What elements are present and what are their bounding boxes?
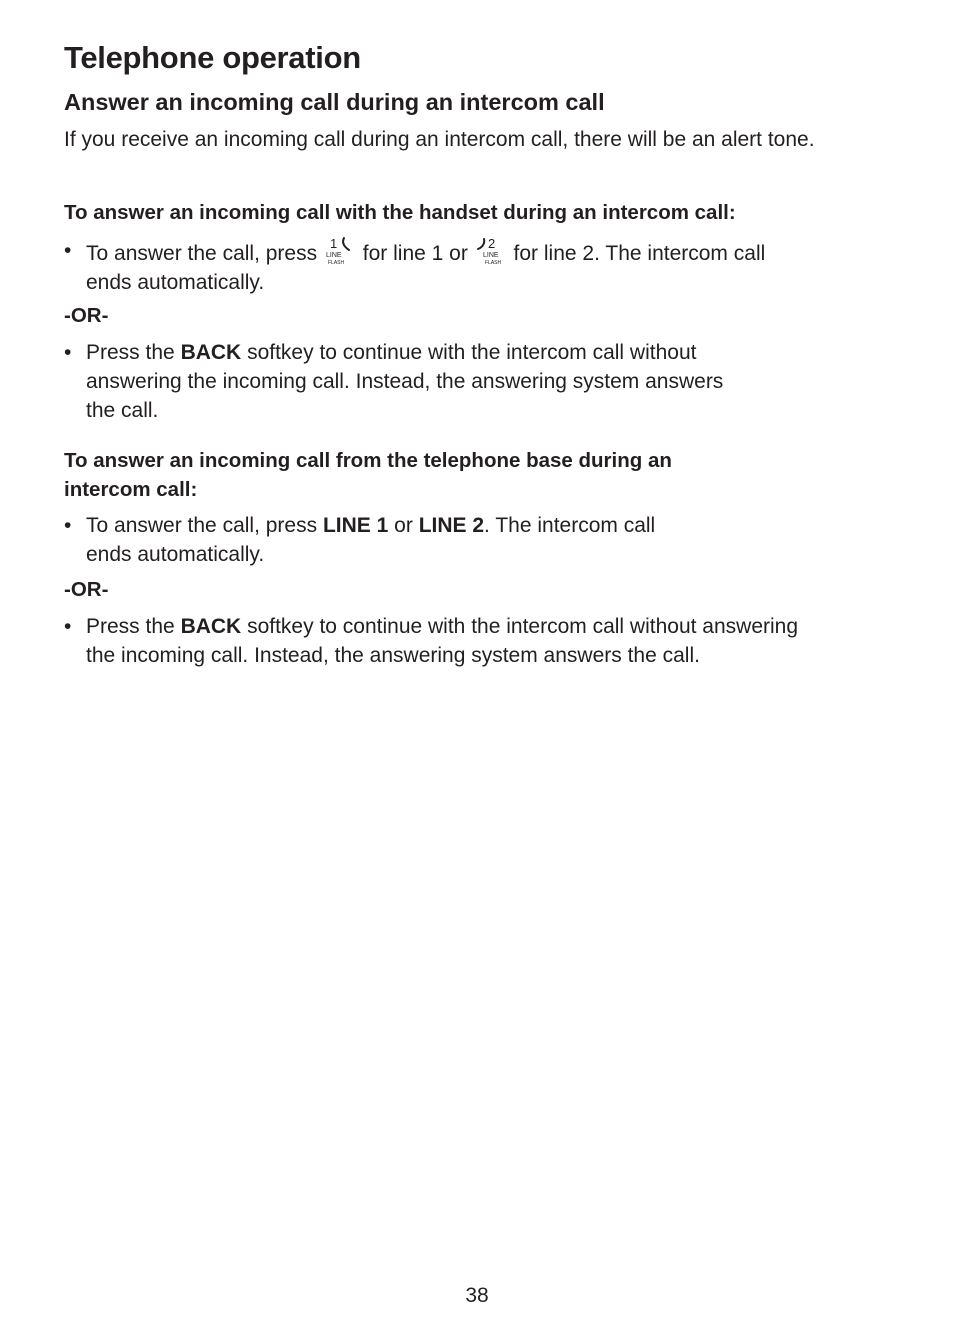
base-bullet-2-text-c: the incoming call. Instead, the answering system answers the call.	[86, 644, 700, 667]
or-separator: -OR-	[64, 304, 109, 327]
intro-paragraph: If you receive an incoming call during an intercom call, there will be an alert tone.	[64, 128, 815, 151]
page-title: Telephone operation	[64, 40, 361, 75]
base-bullet-1-text-a: To answer the call, press	[86, 514, 318, 537]
base-heading-line-1: To answer an incoming call from the telephone base during an	[64, 449, 672, 472]
handset-bullet-1-text-d: ends automatically.	[86, 271, 265, 294]
line1-key-number: 1	[329, 236, 338, 251]
back-softkey-label: BACK	[180, 341, 242, 364]
base-bullet-2-text-b: softkey to continue with the intercom call without answering	[247, 615, 799, 638]
base-bullet-1-text-b: or	[394, 514, 413, 537]
handset-heading: To answer an incoming call with the handset during an intercom call:	[64, 201, 736, 224]
line2-key-number: 2	[487, 236, 495, 251]
base-bullet-1	[64, 511, 864, 569]
bullet-dot: •	[64, 239, 72, 262]
handset-bullet-2-text-b: softkey to continue with the intercom call without	[247, 341, 697, 364]
back-softkey-label: BACK	[180, 615, 242, 638]
base-bullet-1-text-d: ends automatically.	[86, 543, 265, 566]
bullet-dot: •	[64, 341, 72, 364]
line1-flash-key-icon	[325, 236, 355, 266]
or-separator: -OR-	[64, 578, 109, 601]
bullet-dot: •	[64, 615, 72, 638]
line2-key-label-bottom: FLASH	[484, 260, 501, 266]
line2-flash-key-icon	[476, 236, 506, 266]
base-heading-line-2: intercom call:	[64, 478, 198, 501]
line1-key-label-bottom: FLASH	[327, 260, 345, 266]
handset-bullet-2-text-d: the call.	[86, 399, 159, 422]
line1-key-label-top: LINE	[325, 252, 342, 259]
base-bullet-2	[64, 612, 864, 670]
line-2-key-label: LINE 2	[418, 514, 485, 537]
line-1-key-label: LINE 1	[322, 514, 389, 537]
handset-bullet-2	[64, 338, 864, 425]
handset-bullet-1-text-a: To answer the call, press	[86, 242, 318, 265]
section-title: Answer an incoming call during an intercom call	[64, 89, 605, 115]
line2-key-label-top: LINE	[482, 252, 499, 259]
base-bullet-2-text-a: Press the	[86, 615, 175, 638]
bullet-dot: •	[64, 514, 72, 537]
handset-bullet-2-text-a: Press the	[86, 341, 175, 364]
page-number: 38	[465, 1284, 489, 1307]
handset-bullet-2-text-c: answering the incoming call. Instead, the answering system answers	[86, 370, 724, 393]
base-bullet-1-text-c: . The intercom call	[484, 514, 656, 537]
handset-bullet-1-text-c: for line 2. The intercom call	[513, 242, 766, 265]
handset-bullet-1-text-b: for line 1 or	[362, 242, 468, 265]
handset-bullet-1	[64, 236, 864, 297]
base-heading	[64, 446, 844, 504]
